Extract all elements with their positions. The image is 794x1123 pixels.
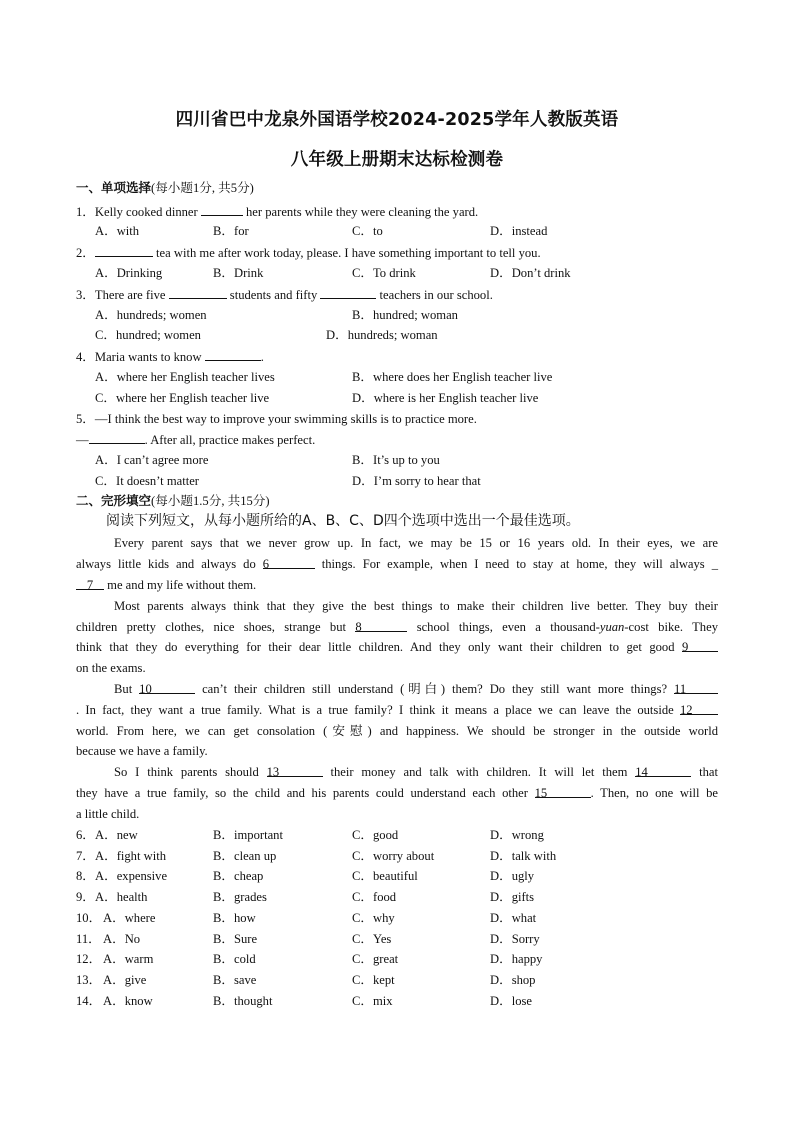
question-2-stem bbox=[76, 244, 541, 261]
cloze-instruction: 阅读下列短文，从每小题所给的A、B、C、D四个选项中选出一个最佳选项。 bbox=[106, 513, 580, 529]
cloze-option-d: D．shop bbox=[490, 972, 536, 987]
passage-text: me and my life without them. bbox=[104, 578, 257, 592]
cloze-option-number: 13． bbox=[76, 972, 102, 987]
cloze-option-d: D．lose bbox=[490, 993, 532, 1008]
q1-option-d: D．instead bbox=[490, 224, 548, 238]
cloze-blank-8: 8 bbox=[355, 619, 407, 632]
q1-option-a: A．with bbox=[95, 224, 140, 238]
cloze-option-b: B．grades bbox=[213, 890, 267, 905]
cloze-blank-9: 9 bbox=[682, 639, 718, 652]
exam-title-line1: 四川省巴中龙泉外国语学校2024-2025学年人教版英语 bbox=[175, 110, 619, 130]
cloze-blank-12: 12 bbox=[680, 702, 718, 715]
q2-option-c: C．To drink bbox=[352, 266, 416, 280]
question-4-stem bbox=[76, 348, 264, 365]
question-5-stem: 5．—I think the best way to improve your swimming skills is to practice more. bbox=[76, 412, 477, 426]
q1-option-c: C．to bbox=[352, 224, 383, 238]
cloze-option-a: A．where bbox=[103, 910, 156, 925]
cloze-option-d: D．what bbox=[490, 910, 537, 925]
cloze-option-d: D．Sorry bbox=[490, 931, 540, 946]
cloze-option-a: A．warm bbox=[103, 952, 154, 967]
cloze-option-c: C．worry about bbox=[352, 848, 435, 863]
q5-option-b: B．It’s up to you bbox=[352, 453, 440, 467]
cloze-option-b: B．save bbox=[213, 972, 257, 987]
passage-line: Most parents always think that they give the best things to make their children live better. They buy their bbox=[114, 599, 718, 613]
cloze-option-b: B．cheap bbox=[213, 869, 264, 884]
cloze-option-b: B．clean up bbox=[213, 848, 277, 863]
passage-text: they have a true family, so the child and his parents could understand each other bbox=[76, 786, 535, 800]
q3-stem-part: 3．There are five bbox=[76, 288, 169, 302]
cloze-option-number: 6． bbox=[76, 828, 95, 842]
q5-reply-part: — bbox=[76, 433, 89, 447]
section1-note: (每小题1分, 共5分) bbox=[151, 181, 254, 195]
passage-line bbox=[76, 785, 718, 801]
q3-stem-part: teachers in our school. bbox=[376, 288, 493, 302]
answer-blank bbox=[201, 203, 243, 216]
cloze-option-c: C．Yes bbox=[352, 931, 392, 946]
q5-option-d: D．I’m sorry to hear that bbox=[352, 474, 481, 488]
q4-option-b: B．where does her English teacher live bbox=[352, 370, 553, 384]
answer-blank bbox=[89, 431, 145, 444]
q1-stem-part: her parents while they were cleaning the yard. bbox=[242, 205, 479, 219]
passage-line: Every parent says that we never grow up. In fact, we may be 15 or 16 years old. In their eyes, we are bbox=[114, 536, 718, 550]
q2-stem-part: tea with me after work today, please. I have something important to tell you. bbox=[152, 246, 541, 260]
question-3-stem bbox=[76, 286, 493, 303]
passage-text: think that they do everything for their dear little children. And they only want their children to get good bbox=[76, 640, 682, 654]
q4-option-c: C．where her English teacher live bbox=[95, 391, 270, 405]
cloze-option-number: 12． bbox=[76, 952, 102, 967]
cloze-option-number: 9． bbox=[76, 890, 95, 905]
passage-text: But bbox=[114, 682, 140, 696]
cloze-blank-6: 6 bbox=[263, 556, 315, 569]
cloze-option-b: B．Sure bbox=[213, 931, 258, 946]
answer-blank bbox=[169, 286, 227, 299]
cloze-option-a: A．new bbox=[95, 828, 138, 842]
q2-option-a: A．Drinking bbox=[95, 266, 163, 280]
answer-blank bbox=[95, 244, 153, 257]
passage-line bbox=[114, 681, 718, 697]
cloze-option-a: A．give bbox=[103, 972, 147, 987]
q1-option-b: B．for bbox=[213, 224, 249, 238]
cloze-option-a: A．know bbox=[103, 993, 153, 1008]
q3-option-d: D．hundreds; woman bbox=[326, 328, 438, 342]
cloze-option-d: D．talk with bbox=[490, 848, 557, 863]
cloze-option-number: 10． bbox=[76, 910, 102, 925]
passage-text: children pretty clothes, nice shoes, strange but bbox=[76, 620, 356, 634]
passage-line bbox=[76, 556, 718, 572]
cloze-option-c: C．kept bbox=[352, 972, 395, 987]
cloze-option-d: D．wrong bbox=[490, 828, 544, 842]
passage-line bbox=[114, 764, 718, 780]
q2-option-b: B．Drink bbox=[213, 266, 264, 280]
cloze-option-number: 7． bbox=[76, 848, 95, 863]
cloze-option-c: C．beautiful bbox=[352, 869, 418, 884]
cloze-option-a: A．No bbox=[103, 931, 141, 946]
q5-reply-part: . After all, practice makes perfect. bbox=[144, 433, 316, 447]
cloze-option-d: D．ugly bbox=[490, 869, 535, 884]
cloze-option-d: D．gifts bbox=[490, 890, 535, 905]
passage-text: always little kids and always do bbox=[76, 557, 263, 571]
cloze-option-b: B．cold bbox=[213, 952, 256, 967]
cloze-option-a: A．expensive bbox=[95, 869, 168, 884]
cloze-option-c: C．good bbox=[352, 828, 399, 842]
cloze-blank-10: 10 bbox=[139, 681, 195, 694]
q1-stem-part: 1．Kelly cooked dinner bbox=[76, 205, 201, 219]
cloze-option-b: B．important bbox=[213, 828, 283, 842]
cloze-option-c: C．mix bbox=[352, 993, 393, 1008]
passage-line bbox=[76, 702, 718, 718]
section2-note: (每小题1.5分, 共15分) bbox=[151, 494, 270, 508]
cloze-option-number: 14． bbox=[76, 993, 102, 1008]
q3-stem-part: students and fifty bbox=[226, 288, 321, 302]
passage-text: can’t their children still understand (明白) them? Do they still want more things? bbox=[195, 682, 674, 696]
passage-line: world. From here, we can get consolation (安慰) and happiness. We should be stronger in the outside world bbox=[76, 724, 718, 738]
cloze-blank-14: 14 bbox=[635, 764, 691, 777]
passage-text: their money and talk with children. It will let them bbox=[322, 765, 636, 779]
section1-heading: 一、单项选择 bbox=[76, 180, 152, 195]
section2-heading: 二、完形填空 bbox=[76, 493, 152, 508]
passage-text: that bbox=[691, 765, 718, 779]
cloze-blank-7: 7 bbox=[76, 577, 104, 590]
exam-title-line2: 八年级上册期末达标检测卷 bbox=[290, 150, 504, 170]
q2-option-d: D．Don’t drink bbox=[490, 266, 571, 280]
passage-line bbox=[76, 577, 256, 593]
passage-line bbox=[76, 619, 718, 635]
cloze-option-b: B．thought bbox=[213, 993, 273, 1008]
question-1-stem bbox=[76, 203, 478, 220]
cloze-option-c: C．why bbox=[352, 910, 395, 925]
passage-line: on the exams. bbox=[76, 661, 146, 675]
section1-header bbox=[76, 180, 254, 196]
passage-line: because we have a family. bbox=[76, 744, 208, 758]
question-5-reply bbox=[76, 431, 315, 448]
answer-blank bbox=[205, 348, 261, 361]
q4-option-d: D．where is her English teacher live bbox=[352, 391, 539, 405]
cloze-option-number: 11． bbox=[76, 931, 101, 946]
q2-stem-part: 2． bbox=[76, 246, 95, 260]
passage-text: school things, even a thousand- bbox=[407, 620, 600, 634]
passage-text: yuan bbox=[599, 620, 625, 634]
cloze-blank-11: 11 bbox=[674, 681, 718, 694]
section2-header bbox=[76, 493, 270, 509]
q4-option-a: A．where her English teacher lives bbox=[95, 370, 275, 384]
q3-option-c: C．hundred; women bbox=[95, 328, 201, 342]
cloze-option-c: C．great bbox=[352, 952, 399, 967]
passage-text: -cost bike. They bbox=[624, 620, 718, 634]
passage-text: . Then, no one will be bbox=[590, 786, 719, 800]
passage-line: a little child. bbox=[76, 807, 140, 821]
cloze-blank-15: 15 bbox=[535, 785, 591, 798]
answer-blank bbox=[320, 286, 376, 299]
cloze-option-b: B．how bbox=[213, 910, 256, 925]
passage-text: things. For example, when I need to stay at home, they will always _ bbox=[314, 557, 718, 571]
cloze-option-number: 8． bbox=[76, 869, 95, 884]
q3-option-a: A．hundreds; women bbox=[95, 308, 207, 322]
passage-line bbox=[76, 639, 718, 655]
q5-option-a: A．I can’t agree more bbox=[95, 453, 209, 467]
cloze-option-a: A．health bbox=[95, 890, 148, 905]
cloze-blank-13: 13 bbox=[267, 764, 323, 777]
passage-text: . In fact, they want a true family. What is a true family? I think it means a place we can leave the outside bbox=[76, 703, 680, 717]
passage-text: So I think parents should bbox=[114, 765, 267, 779]
cloze-option-d: D．happy bbox=[490, 952, 543, 967]
cloze-option-a: A．fight with bbox=[95, 848, 167, 863]
q4-stem-part: . bbox=[260, 350, 264, 364]
q5-option-c: C．It doesn’t matter bbox=[95, 474, 199, 488]
q3-option-b: B．hundred; woman bbox=[352, 308, 458, 322]
q4-stem-part: 4．Maria wants to know bbox=[76, 350, 205, 364]
cloze-option-c: C．food bbox=[352, 890, 397, 905]
